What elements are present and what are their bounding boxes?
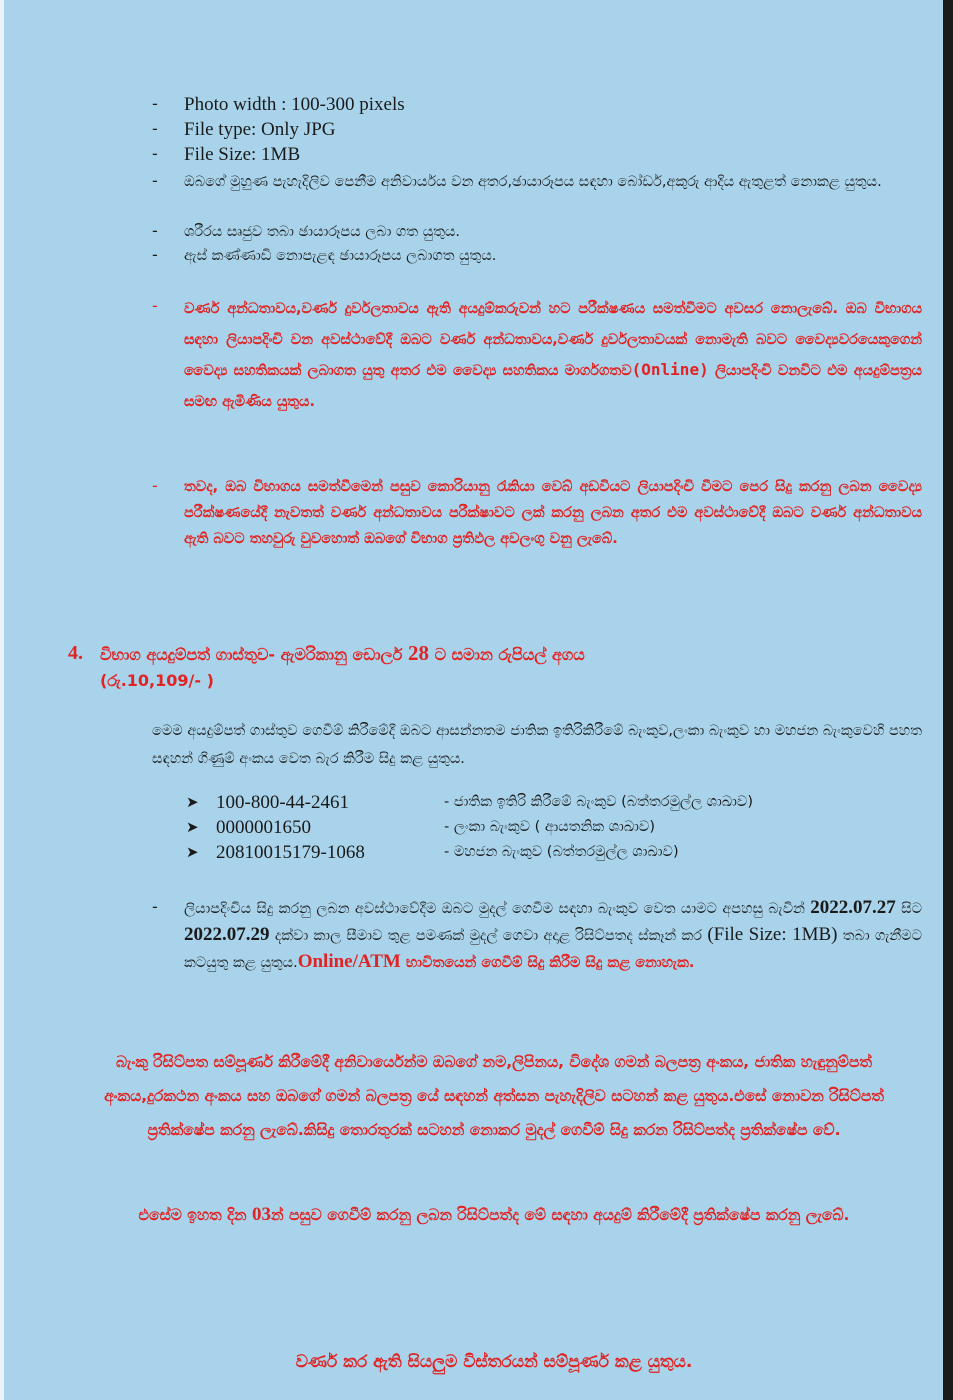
fee-intro: මෙම අයදුම්පත් ගාස්තුව ගෙවීම් කිරීමේදී ඔබට ආසන්නතම ජාතික ඉතිරිකිරීමේ බැංකුව,ලංකා බැංකුව හා මහජන බැංකුවෙහි පහත සඳහන් ගිණුම් අංකය වෙත බැර කිරීම සිදු කළ යුතුය.: [152, 723, 922, 767]
photo-width-item: [152, 92, 922, 118]
bank-name: - ජාතික ඉතිරි කිරීමේ බැංකුව (බත්තරමුල්ල ශාඛාව): [444, 794, 753, 810]
file-type-item: [152, 117, 922, 143]
bullet-dash: -: [152, 144, 158, 163]
body-straight-text: ශරීරය සෘජුව තබා ඡායාරූපය ලබා ගත යුතුය.: [184, 224, 461, 240]
retest-item: [152, 474, 922, 552]
file-size-note: (File Size: 1MB): [707, 924, 838, 945]
bullet-dash: -: [152, 897, 158, 916]
usd-amount: 28: [408, 641, 429, 665]
file-size-text: File Size: 1MB: [184, 144, 301, 165]
bank-name: - ලංකා බැංකුව ( ආයතනික ශාඛාව): [444, 819, 655, 835]
account-row: [186, 815, 655, 840]
lkr-amount: (රු.10,109/- ): [100, 671, 214, 690]
receipt-warning: බැංකු රිසිට්පත සම්පූර්ණ කිරීමේදී අනිවාර්යෙන්ම ඔබගේ නම,ලිපිනය, විදේශ ගමන් බලපත්‍ර අංකය, ජාතික හැඳුනුම්පත් අංකය,දුරකථන අංකය සහ ඔබගේ ගමන් බලපත්‍ර යේ සඳහන් අත්සන පැහැදිලිව සටහන් කළ යුතුය.එසේ නොවන රිසිට්පත් ප්‍රතික්ෂේප කරනු ලැබේ.කිසිදු තොරතුරක් සටහන් නොකර මුදල් ගෙවීම් සිදු කරන රිසිට්පත්ද ප්‍රතික්ෂේප වේ.: [104, 1053, 884, 1139]
right-border: [943, 0, 953, 1400]
body-straight-item: [152, 219, 922, 245]
payment-note-item: [152, 895, 922, 976]
account-number: 0000001650: [216, 817, 311, 838]
payment-note-text: ලියාපදිංචිය සිදු කරනු ලබන අවස්ථාවේදීම ඔබට මුදල් ගෙවීම සඳහා බැංකුව වෙත යාමට අපහසු බැවින් 2022.07.27 සිට 2022.07.29 දක්වා කාල සීමාව තුළ පමණක් මුදල් ගෙවා අදාළ රිසිට්පතද ස්කෑන් කර (File Size: 1MB) තබා ගැනීමට කටයුතු කළ යුතුය.Online/ATM භාවිතයෙන් ගෙවීම් සිදු කිරීම සිදු කළ නොහැක.: [184, 897, 923, 972]
end-date: 2022.07.29: [184, 924, 270, 945]
fee-heading: [68, 640, 920, 694]
arrow-icon: ➤: [186, 818, 199, 836]
retest-text: තවද, ඔබ විභාගය සමත්වීමෙන් පසුව කොරියානු රැකියා වෙබ් අඩවියට ලියාපදිංචි වීමට පෙර සිදු කරනු ලබන වෛද්‍ය පරීක්ෂණයේදී නැවතත් වර්ණ අන්ධතාවය පරීක්ෂාවට ලක් කරනු ලබන අතර එම අවස්ථාවේදී ඔබට වර්ණ අන්ධතාවය ඇති බවට තහවුරු වුවහොත් ඔබගේ විභාග ප්‍රතිඵල අවලංගු වනු ලැබේ.: [184, 479, 922, 547]
final-note: වර්ණ කර ඇති සියලුම විස්තරයන් සම්පූර්ණ කළ යුතුය.: [295, 1352, 693, 1372]
late-warning: එසේම ඉහත දින 03න් පසුව ගෙවීම් කරනු ලබන රිසිට්පත්ද මේ සඳහා අයදුම් කිරීමේදී ප්‍රතික්ෂේප කරනු ලැබේ.: [138, 1204, 850, 1225]
arrow-icon: ➤: [186, 793, 199, 811]
left-border: [0, 0, 4, 1400]
arrow-icon: ➤: [186, 843, 199, 861]
fee-heading-text: විභාග අයදුම්පත් ගාස්තුව- ඇමරිකානු ඩොලර් 28 ට සමාන රුපියල් අගය (රු.10,109/- ): [100, 641, 585, 690]
account-number: 100-800-44-2461: [216, 792, 349, 813]
face-visible-item: [152, 169, 922, 195]
bullet-dash: -: [152, 221, 158, 240]
bullet-dash: -: [152, 296, 158, 315]
online-atm-label: Online/ATM: [297, 951, 401, 972]
file-type-text: File type: Only JPG: [184, 119, 336, 140]
bullet-dash: -: [152, 476, 158, 495]
file-size-item: [152, 142, 922, 168]
start-date: 2022.07.27: [810, 897, 896, 918]
bullet-dash: -: [152, 171, 158, 190]
bullet-dash: -: [152, 94, 158, 113]
bank-name: - මහජන බැංකුව (බත්තරමුල්ල ශාඛාව): [444, 844, 679, 860]
no-glasses-item: [152, 243, 922, 269]
account-number: 20810015179-1068: [216, 842, 365, 863]
colour-blind-item: [152, 294, 922, 417]
bullet-dash: -: [152, 245, 158, 264]
section-number: 4.: [68, 642, 83, 664]
account-row: [186, 790, 753, 815]
account-row: [186, 840, 679, 865]
face-visible-text: ඔබගේ මුහුණ පැහැදිලිව පෙනීම අනිවාර්යය වන අතර,ඡායාරූපය සඳහා බෝඩර්,අකුරු ආදිය ඇතුළත් නොකළ යුතුය.: [184, 174, 882, 190]
colour-blind-text: වර්ණ අන්ධතාවය,වර්ණ දුර්වලතාවය ඇති අයදුම්කරුවන් හට පරීක්ෂණය සමත්වීමට අවසර නොලැබේ. ඔබ විභාගය සඳහා ලියාපදිංචි වන අවස්ථාවේදී ඔබට වර්ණ අන්ධතාවය,වර්ණ දුර්වලතාවයක් නොමැති බවට වෛද්‍යවරයෙකුගෙන් වෛද්‍ය සහතිකයක් ලබාගත යුතු අතර එම වෛද්‍ය සහතිකය මාර්ගගතව(Online) ලියාපදිංචි වනවිට එම අයදුම්පත්‍රය සමඟ ඇමිණිය යුතුය.: [184, 301, 923, 410]
online-label: (Online): [631, 360, 709, 379]
bullet-dash: -: [152, 119, 158, 138]
days-count: 03: [252, 1204, 272, 1225]
no-glasses-text: ඇස් කණ්ණාඩි නොපැළඳ ඡායාරූපය ලබාගත යුතුය.: [184, 248, 497, 264]
photo-width-text: Photo width : 100-300 pixels: [184, 94, 405, 115]
